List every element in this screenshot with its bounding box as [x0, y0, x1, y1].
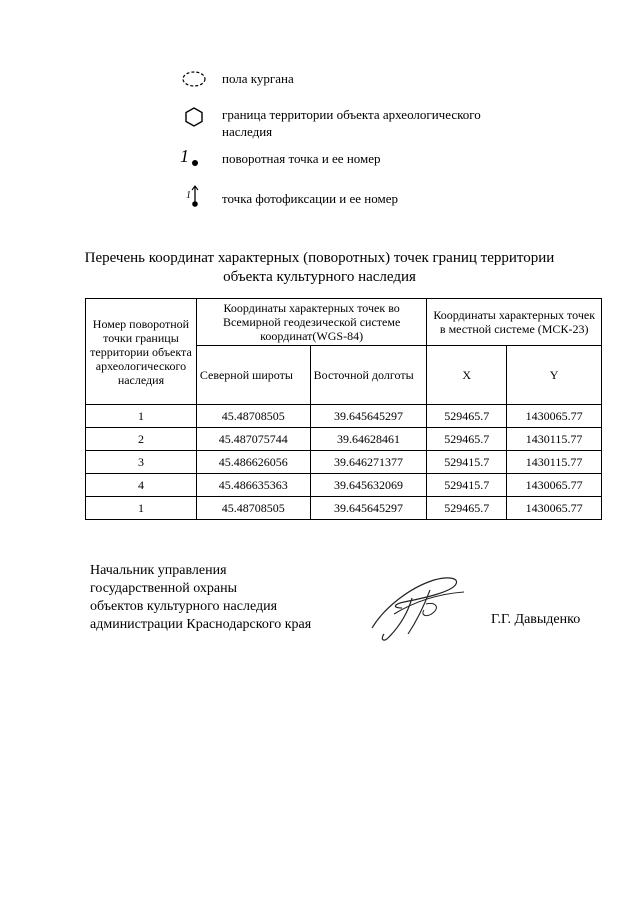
col-header-wgs84: Координаты характерных точек во Всемирной геодезической системе координат(WGS-84)	[196, 299, 426, 346]
cell-x: 529415.7	[427, 474, 507, 497]
col-header-x: X	[427, 346, 507, 405]
table-header-row	[86, 299, 602, 346]
col-header-y: Y	[507, 346, 602, 405]
legend-text: пола кургана	[222, 71, 294, 86]
table-row	[86, 405, 602, 428]
cell-y: 1430065.77	[507, 474, 602, 497]
col-header-msk23: Координаты характерных точек в местной системе (МСК-23)	[427, 299, 602, 346]
handwritten-signature	[364, 568, 474, 653]
position-line: Начальник управления	[90, 563, 227, 578]
legend-item-turning-point	[174, 146, 381, 172]
cell-longitude: 39.645645297	[310, 405, 427, 428]
legend-item-territory-boundary	[174, 106, 522, 140]
legend-text: граница территории объекта археологического наследия	[222, 107, 481, 139]
signatory-position	[90, 562, 311, 634]
photo-point-icon	[174, 190, 222, 212]
cell-point-number: 3	[86, 451, 197, 474]
table-row	[86, 497, 602, 520]
photo-point-number: 1	[186, 190, 191, 201]
table-row	[86, 451, 602, 474]
cell-longitude: 39.64628461	[310, 428, 427, 451]
heading-line: Перечень координат характерных (поворотных) точек границ территории	[84, 250, 555, 266]
cell-x: 529465.7	[427, 428, 507, 451]
legend-text: поворотная точка и ее номер	[222, 151, 381, 166]
cell-y: 1430065.77	[507, 497, 602, 520]
col-header-latitude: Северной широты	[196, 346, 310, 405]
coordinates-table	[85, 298, 602, 520]
heading-line: объекта культурного наследия	[223, 269, 416, 285]
cell-point-number: 4	[86, 474, 197, 497]
legend-item-mound-floor	[174, 70, 294, 92]
col-header-longitude: Восточной долготы	[310, 346, 427, 405]
position-line: администрации Краснодарского края	[90, 617, 312, 632]
cell-latitude: 45.48708505	[196, 497, 310, 520]
cell-point-number: 1	[86, 497, 197, 520]
table-row	[86, 474, 602, 497]
cell-y: 1430115.77	[507, 451, 602, 474]
cell-point-number: 2	[86, 428, 197, 451]
cell-latitude: 45.48708505	[196, 405, 310, 428]
cell-latitude: 45.486635363	[196, 474, 310, 497]
legend-item-photo-point	[174, 190, 398, 212]
cell-longitude: 39.645645297	[310, 497, 427, 520]
cell-latitude: 45.486626056	[196, 451, 310, 474]
cell-x: 529415.7	[427, 451, 507, 474]
cell-x: 529465.7	[427, 405, 507, 428]
cell-longitude: 39.645632069	[310, 474, 427, 497]
legend-text: точка фотофиксации и ее номер	[222, 191, 399, 206]
dashed-ellipse-icon	[174, 70, 222, 92]
table-row	[86, 428, 602, 451]
cell-point-number: 1	[86, 405, 197, 428]
cell-x: 529465.7	[427, 497, 507, 520]
cell-y: 1430115.77	[507, 428, 602, 451]
turning-point-number: 1	[180, 146, 189, 166]
cell-latitude: 45.487075744	[196, 428, 310, 451]
hexagon-icon	[174, 106, 222, 128]
signer-name: Г.Г. Давыденко	[491, 612, 581, 627]
table-heading	[0, 249, 639, 287]
cell-y: 1430065.77	[507, 405, 602, 428]
cell-longitude: 39.646271377	[310, 451, 427, 474]
position-line: государственной охраны	[90, 581, 238, 596]
turning-point-icon	[174, 146, 222, 172]
position-line: объектов культурного наследия	[90, 599, 278, 614]
col-header-point-number: Номер поворотной точки границы территории объекта археологического наследия	[86, 299, 197, 405]
